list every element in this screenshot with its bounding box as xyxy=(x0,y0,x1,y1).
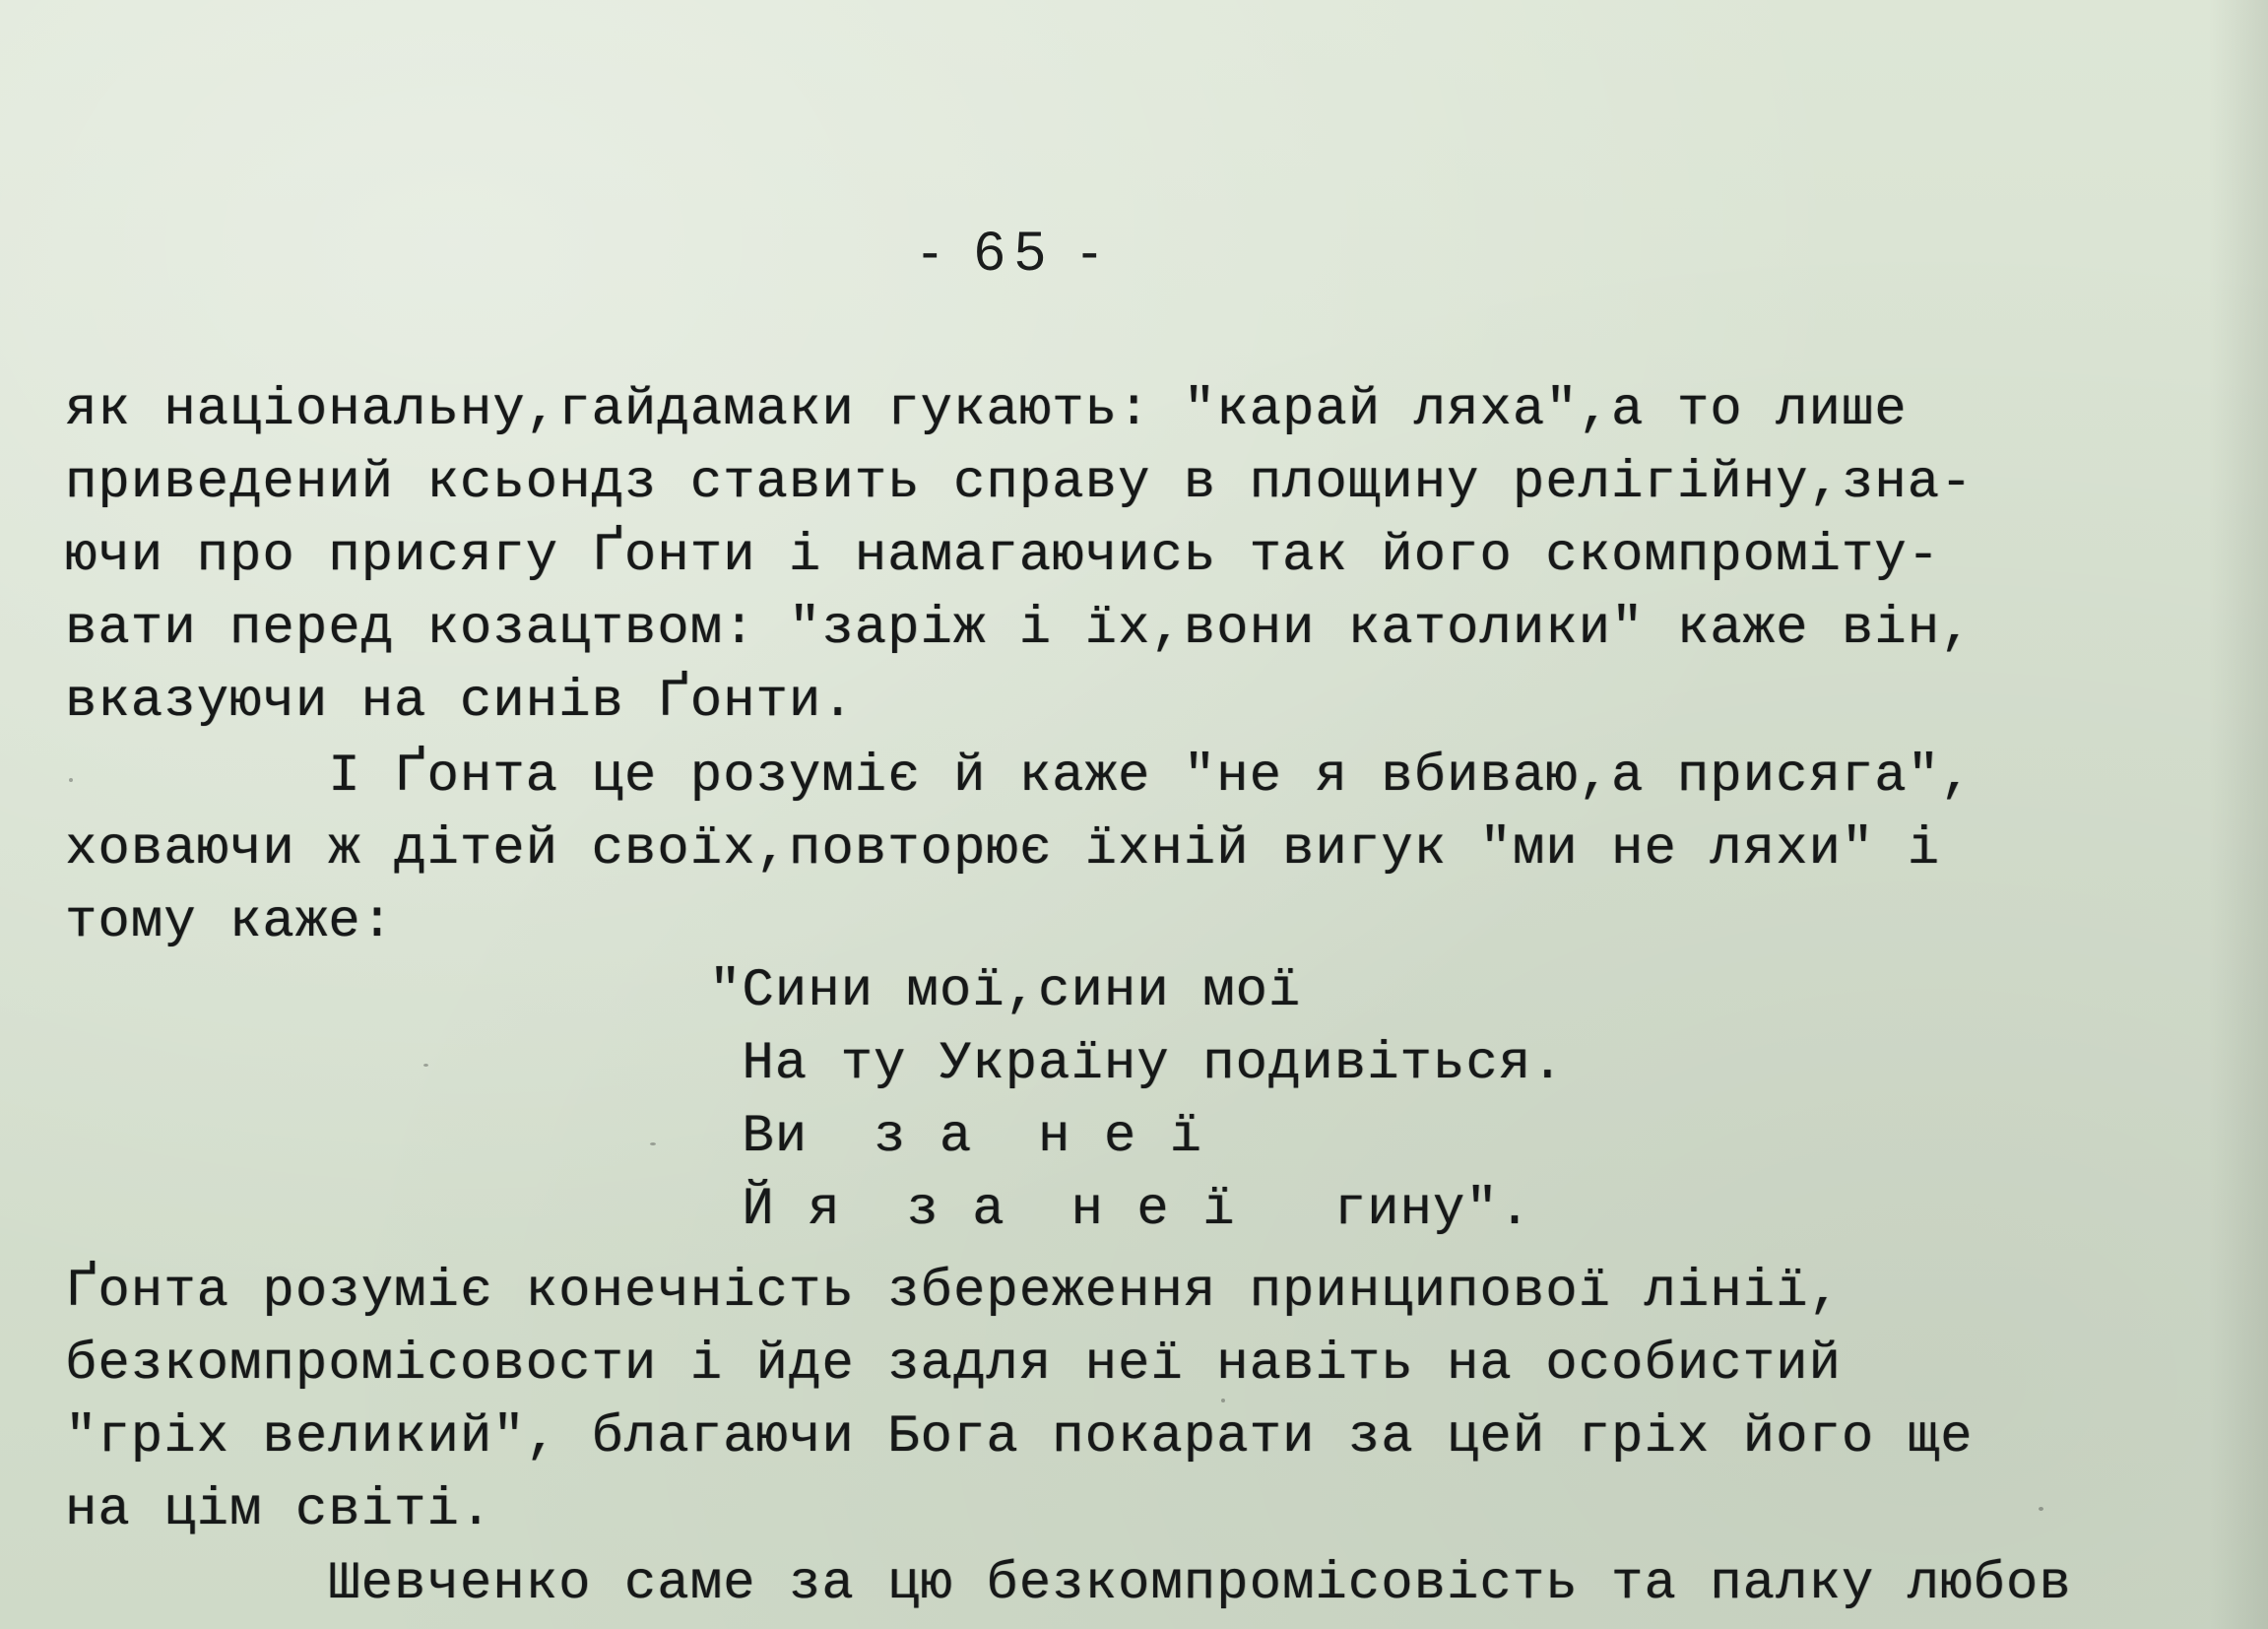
paper-speck xyxy=(423,1064,428,1067)
paper-speck xyxy=(69,778,73,782)
paragraph-1: як національну,гайдамаки гукають: "карай ляха",а то лише приведений ксьондз ставить справу в площину релігійну,зна- ючи про присягу Ґонти і намагаючись так його скомпроміту- вати перед козацтвом: "заріж і їх,вони католики" каже він, вказуючи на синів Ґонти. xyxy=(65,380,1974,732)
paragraph-4: Шевченко саме за цю безкомпромісовість та палку любов xyxy=(65,1554,2072,1614)
paragraph-3: Ґонта розуміє конечність збереження принципової лінії, безкомпромісовости і йде задля неї навіть на особистий "гріх великий", благаючи Бога покарати за цей гріх його ще на цім світі. xyxy=(65,1262,1974,1540)
page-number: - 65 - xyxy=(921,220,1109,282)
page-edge-shadow xyxy=(2209,0,2268,1629)
paragraph-2: І Ґонта це розуміє й каже "не я вбиваю,а присяга", ховаючи ж дітей своїх,повторює їхній вигук "ми не ляхи" і тому каже: xyxy=(65,747,1974,952)
poem-quote: "Сини мої,сини мої На ту Україну подивіться. Ви з а н е ї Й я з а н е ї гину". xyxy=(709,961,1565,1240)
paper-speck xyxy=(1221,1399,1225,1402)
paper-speck xyxy=(2039,1507,2043,1511)
paper-speck xyxy=(650,1142,656,1145)
